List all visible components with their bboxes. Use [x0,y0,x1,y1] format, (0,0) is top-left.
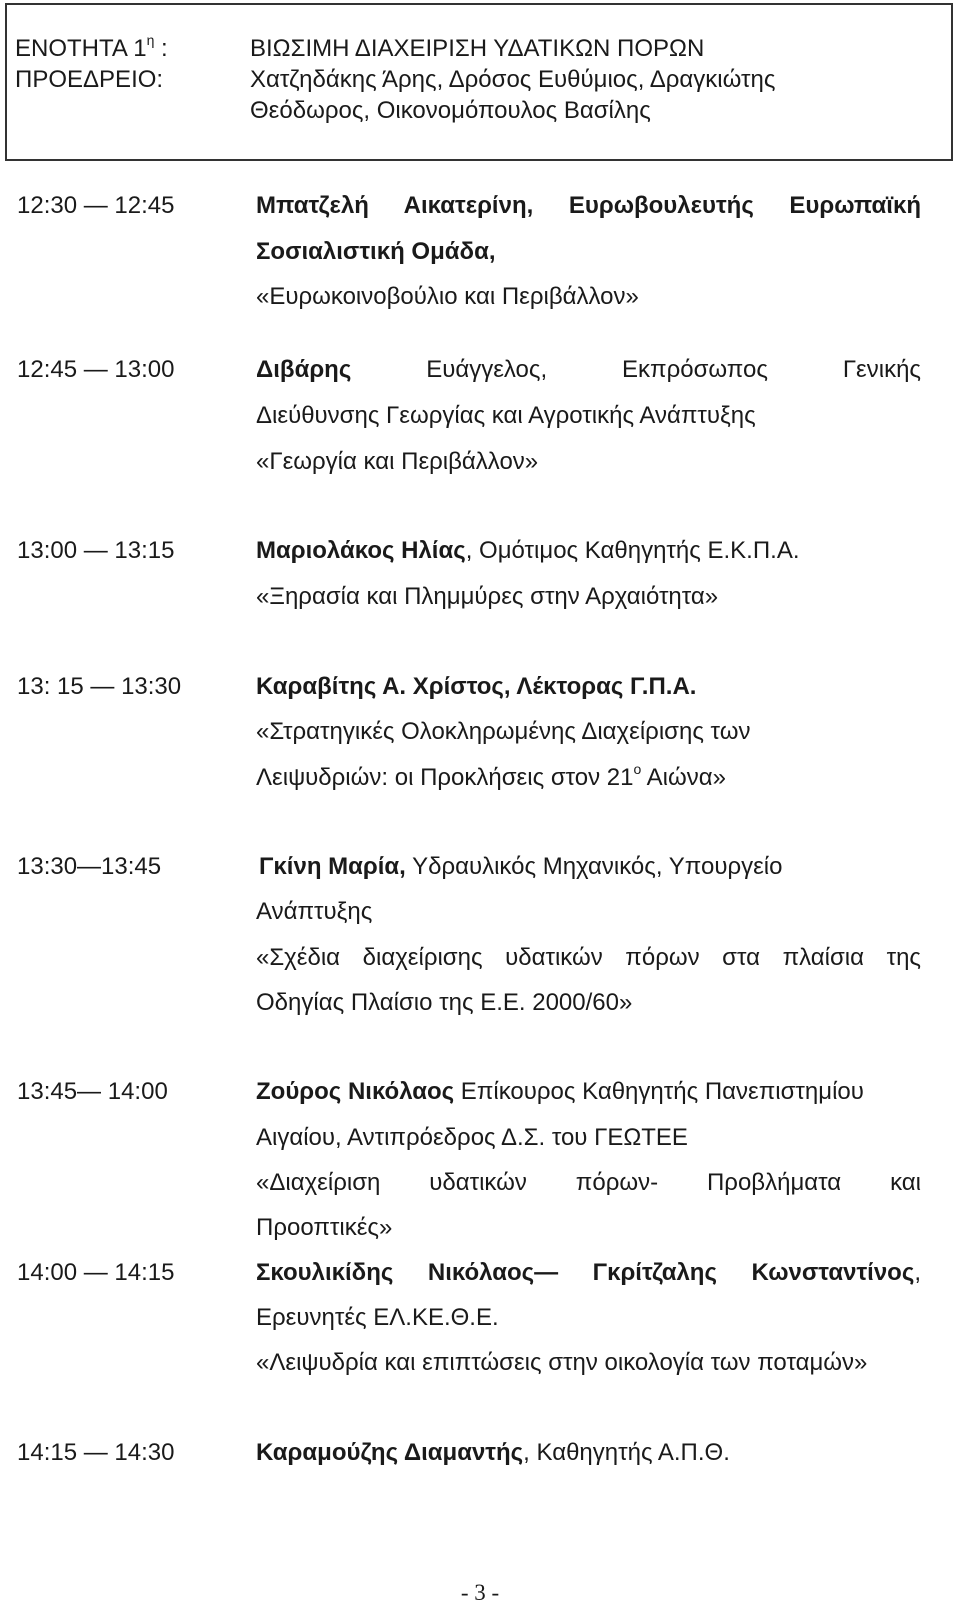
unit-title: ΒΙΩΣΙΜΗ ΔΙΑΧΕΙΡΙΣΗ ΥΔΑΤΙΚΩΝ ΠΟΡΩΝ [250,35,705,62]
session-speaker-line [256,536,921,566]
session-talk-title: «Γεωργία και Περιβάλλον» [256,448,539,475]
session-speaker-line [259,852,924,882]
speaker-name: Μπατζελή Αικατερίνη, Ευρωβουλευτής Ευρωπαϊκή [256,192,921,219]
session-time: 14:15 — 14:30 [17,1439,175,1466]
session-speaker-line [256,1077,921,1107]
unit-label [15,34,168,64]
session-speaker-line [256,672,921,702]
session-speaker-line [256,237,921,267]
speaker-name: Σκουλικίδης Νικόλαος— Γκρίτζαλης Κωνσταντίνος [256,1259,915,1286]
speaker-role: , [914,1259,921,1286]
session-talk-title: «Διαχείριση υδατικών πόρων- Προβλήματα και [256,1169,921,1196]
speaker-name: Γκίνη Μαρία, [259,853,406,880]
session-talk-title: «Λειψυδρία και επιπτώσεις στην οικολογία των ποταμών» [256,1349,868,1376]
speaker-role: Ευάγγελος, Εκπρόσωπος Γενικής [351,356,921,383]
speaker-role: , Καθηγητής Α.Π.Θ. [523,1439,730,1466]
session-speaker-line: Ερευνητές ΕΛ.ΚΕ.Θ.Ε. [256,1304,499,1331]
session-speaker-line: Αιγαίου, Αντιπρόεδρος Δ.Σ. του ΓΕΩΤΕΕ [256,1124,688,1151]
unit-label-text: ΕΝΟΤΗΤΑ 1 [15,35,147,62]
speaker-role: Επίκουρος Καθηγητής Πανεπιστημίου [454,1078,864,1105]
speaker-name: Ζούρος Νικόλαος [256,1078,455,1105]
ordinal-sup: ο [633,761,642,777]
session-time: 12:30 — 12:45 [17,192,175,219]
session-speaker-line: Ανάπτυξης [256,898,373,925]
session-talk-title: «Σχέδια διαχείρισης υδατικών πόρων στα πλαίσια της [256,944,921,971]
session-time: 13:00 — 13:15 [17,537,175,564]
speaker-affiliation: Σοσιαλιστική Ομάδα, [256,238,496,265]
session-time: 14:00 — 14:15 [17,1259,175,1286]
talk-title-text: Λειψυδριών: οι Προκλήσεις στον 21 [256,764,634,791]
chair-names-line1: Χατζηδάκης Άρης, Δρόσος Ευθύμιος, Δραγκιώτης [250,66,776,93]
session-talk-title: «Ευρωκοινοβούλιο και Περιβάλλον» [256,283,639,310]
speaker-name: Μαριολάκος Ηλίας [256,537,466,564]
session-time: 12:45 — 13:00 [17,356,175,383]
session-speaker-line [256,355,921,385]
session-talk-title: «Ξηρασία και Πλημμύρες στην Αρχαιότητα» [256,583,719,610]
session-speaker-line [256,191,921,221]
session-speaker-line: Διεύθυνσης Γεωργίας και Αγροτικής Ανάπτυξης [256,402,756,429]
session-time: 13:45— 14:00 [17,1078,168,1105]
session-talk-title-cont [256,763,921,793]
session-talk-title-cont: Οδηγίας Πλαίσιο της Ε.Ε. 2000/60» [256,989,633,1016]
speaker-name: Διβάρης [256,356,352,383]
chair-label: ΠΡΟΕΔΡΕΙΟ: [15,66,164,93]
speaker-role: Υδραυλικός Μηχανικός, Υπουργείο [405,853,783,880]
speaker-role: , Ομότιμος Καθηγητής Ε.Κ.Π.Α. [465,537,800,564]
session-talk-title-cont: Προοπτικές» [256,1214,393,1241]
session-speaker-line [256,1258,921,1288]
session-time: 13:30—13:45 [17,853,162,880]
speaker-name: Καραβίτης Α. Χρίστος, Λέκτορας Γ.Π.Α. [256,673,697,700]
page-number: - 3 - [460,1580,500,1605]
unit-label-sup: η [146,32,155,48]
session-talk-title: «Στρατηγικές Ολοκληρωμένης Διαχείρισης των [256,718,751,745]
session-speaker-line [256,1438,921,1468]
chair-names-line2: Θεόδωρος, Οικονομόπουλος Βασίλης [250,97,651,124]
unit-label-colon: : [154,35,168,62]
session-time: 13: 15 — 13:30 [17,673,182,700]
speaker-name: Καραμούζης Διαμαντής [256,1439,524,1466]
talk-title-text: Αιώνα» [641,764,726,791]
